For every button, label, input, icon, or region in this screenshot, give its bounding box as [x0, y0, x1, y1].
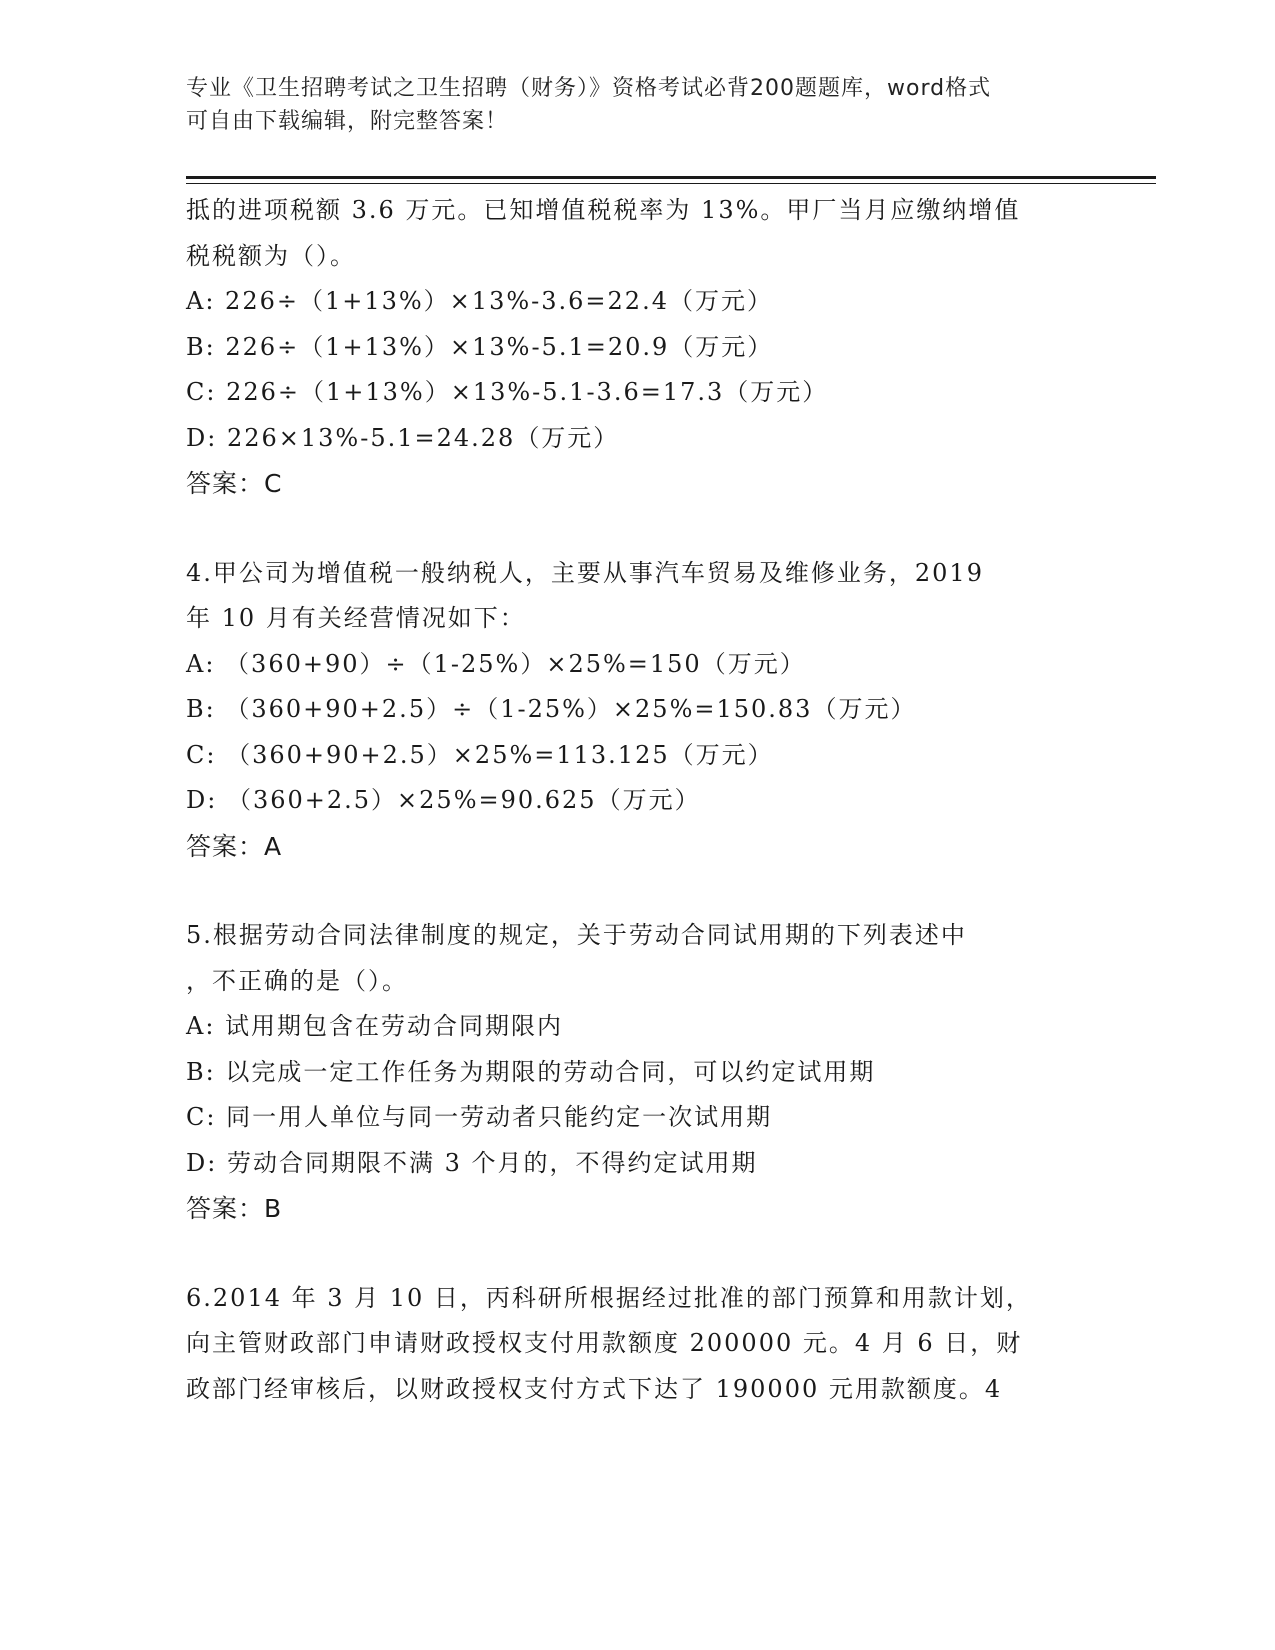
option-c: C: （360+90+2.5）×25%=113.125（万元）	[186, 740, 774, 769]
document-header	[186, 72, 1086, 138]
question-stem: 4.甲公司为增值税一般纳税人，主要从事汽车贸易及维修业务，2019	[186, 558, 984, 587]
question-stem: 5.根据劳动合同法律制度的规定，关于劳动合同试用期的下列表述中	[186, 921, 967, 949]
option-c: C: 同一用人单位与同一劳动者只能约定一次试用期	[186, 1103, 773, 1131]
option-d: D: 226×13%-5.1=24.28（万元）	[186, 423, 620, 452]
question-5	[186, 913, 1086, 1232]
question-6	[186, 1276, 1086, 1413]
header-title-line-1: 专业《卫生招聘考试之卫生招聘（财务）》资格考试必背200题题库，word格式	[186, 76, 992, 101]
question-stem: 抵的进项税额 3.6 万元。已知增值税税率为 13%。甲厂当月应缴纳增值	[186, 196, 1021, 224]
answer-line: 答案：B	[186, 1194, 283, 1223]
option-a: A: （360+90）÷（1-25%）×25%=150（万元）	[186, 649, 806, 678]
document-body	[186, 188, 1086, 1412]
option-b: B: 以完成一定工作任务为期限的劳动合同，可以约定试用期	[186, 1057, 876, 1086]
option-b: B: （360+90+2.5）÷（1-25%）×25%=150.83（万元）	[186, 695, 917, 723]
answer-line: 答案：A	[186, 831, 283, 861]
option-a: A: 226÷（1+13%）×13%-3.6=22.4（万元）	[186, 287, 773, 315]
answer-line: 答案：C	[186, 469, 283, 498]
question-spacer	[186, 1232, 1086, 1276]
header-divider-thin	[186, 183, 1156, 184]
question-spacer	[186, 869, 1086, 913]
question-stem: 6.2014 年 3 月 10 日，丙科研所根据经过批准的部门预算和用款计划，	[186, 1283, 1032, 1312]
question-stem: 向主管财政部门申请财政授权支付用款额度 200000 元。4 月 6 日，财	[186, 1329, 1023, 1357]
option-b: B: 226÷（1+13%）×13%-5.1=20.9（万元）	[186, 332, 774, 361]
header-divider-thick	[186, 176, 1156, 179]
question-spacer	[186, 507, 1086, 551]
option-c: C: 226÷（1+13%）×13%-5.1-3.6=17.3（万元）	[186, 378, 829, 406]
option-a: A: 试用期包含在劳动合同期限内	[186, 1012, 564, 1040]
question-4	[186, 551, 1086, 870]
option-d: D: （360+2.5）×25%=90.625（万元）	[186, 786, 701, 814]
question-stem: 年 10 月有关经营情况如下：	[186, 604, 526, 632]
question-stem: 税税额为（）。	[186, 241, 356, 270]
question-stem: 政部门经审核后，以财政授权支付方式下达了 190000 元用款额度。4	[186, 1374, 1003, 1403]
header-title-line-2: 可自由下载编辑，附完整答案！	[186, 109, 509, 134]
option-d: D: 劳动合同期限不满 3 个月的，不得约定试用期	[186, 1148, 758, 1177]
question-3	[186, 188, 1086, 507]
question-stem: ，不正确的是（）。	[186, 966, 408, 995]
